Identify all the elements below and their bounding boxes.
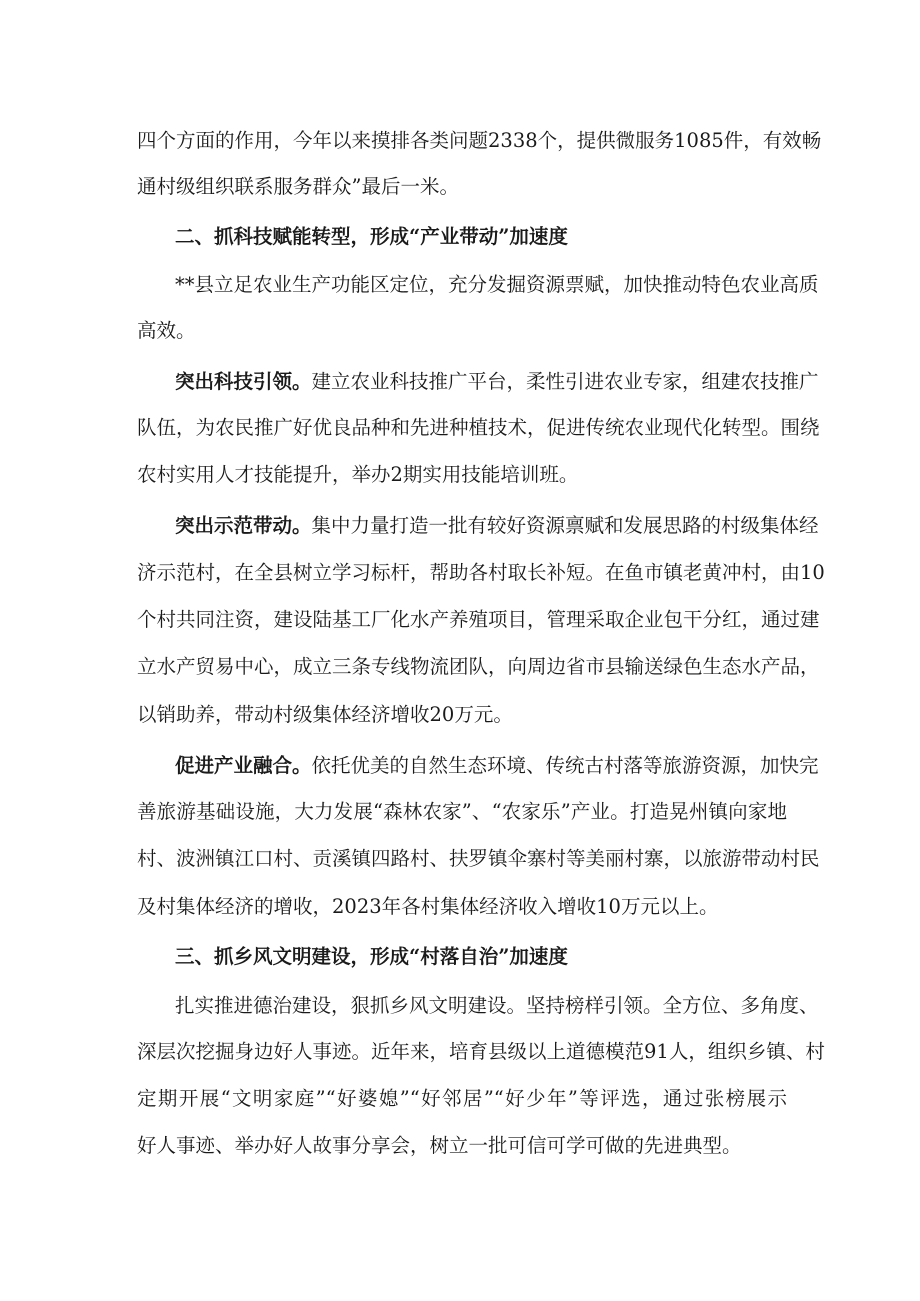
section-heading-3: 三、抓乡风文明建设，形成“村落自治”加速度 bbox=[175, 945, 568, 968]
text-line: 善旅游基础设施，大力发展“森林农家”、“农家乐”产业。打造晃州镇向家地 bbox=[137, 800, 787, 823]
text-line: 集中力量打造一批有较好资源禀赋和发展思路的村级集体经 bbox=[311, 514, 819, 537]
text-line: 依托优美的自然生态环境、传统古村落等旅游资源，加快完 bbox=[311, 754, 819, 777]
text-line: 高效。 bbox=[137, 319, 196, 342]
text-line: 村、波洲镇江口村、贡溪镇四路村、扶罗镇伞寨村等美丽村寨，以旅游带动村民 bbox=[137, 847, 820, 870]
paragraph-industry-integration bbox=[175, 753, 819, 779]
text-line: **县立足农业生产功能区定位，充分发掘资源票赋，加快推动特色农业高质 bbox=[175, 273, 819, 296]
text-line: 定期开展“文明家庭”“好婆媳”“好邻居”“好少年”等评选，通过张榜展示 bbox=[137, 1087, 787, 1110]
section-heading-2: 二、抓科技赋能转型，形成“产业带动”加速度 bbox=[175, 225, 568, 248]
text-line: 扎实推进德治建设，狠抓乡风文明建设。坚持榜样引领。全方位、多角度、 bbox=[175, 994, 819, 1017]
paragraph-lead-title: 突出科技引领。 bbox=[175, 370, 312, 393]
paragraph-lead-title: 促进产业融合。 bbox=[175, 754, 312, 777]
text-line: 立水产贸易中心，成立三条专线物流团队，向周边省市县输送绿色生态水产品， bbox=[137, 655, 820, 678]
text-line: 济示范村，在全县树立学习标杆，帮助各村取长补短。在鱼市镇老黄冲村，由10 bbox=[137, 561, 825, 584]
text-line: 农村实用人才技能提升，举办2期实用技能培训班。 bbox=[137, 463, 579, 486]
text-line: 深层次挖掘身边好人事迹。近年来，培育县级以上道德模范91人，组织乡镇、村 bbox=[137, 1040, 825, 1063]
paragraph-demo-lead bbox=[175, 513, 819, 539]
text-line: 四个方面的作用，今年以来摸排各类问题2338个，提供微服务1085件，有效畅 bbox=[137, 129, 822, 152]
text-line: 好人事迹、举办好人故事分享会，树立一批可信可学可做的先进典型。 bbox=[137, 1134, 742, 1157]
text-line: 及村集体经济的增收，2023年各村集体经济收入增收10万元以上。 bbox=[137, 895, 719, 918]
text-line: 以销助养，带动村级集体经济增收20万元。 bbox=[137, 703, 513, 726]
text-line: 通村级组织联系服务群众”最后一米。 bbox=[137, 175, 459, 198]
text-line: 队伍，为农民推广好优良品种和先进种植技术，促进传统农业现代化转型。围绕 bbox=[137, 416, 820, 439]
paragraph-lead-title: 突出示范带动。 bbox=[175, 514, 312, 537]
paragraph-tech-lead bbox=[175, 369, 819, 395]
text-line: 建立农业科技推广平台，柔性引进农业专家，组建农技推广 bbox=[311, 370, 819, 393]
text-line: 个村共同注资，建设陆基工厂化水产养殖项目，管理采取企业包干分红，通过建 bbox=[137, 608, 820, 631]
